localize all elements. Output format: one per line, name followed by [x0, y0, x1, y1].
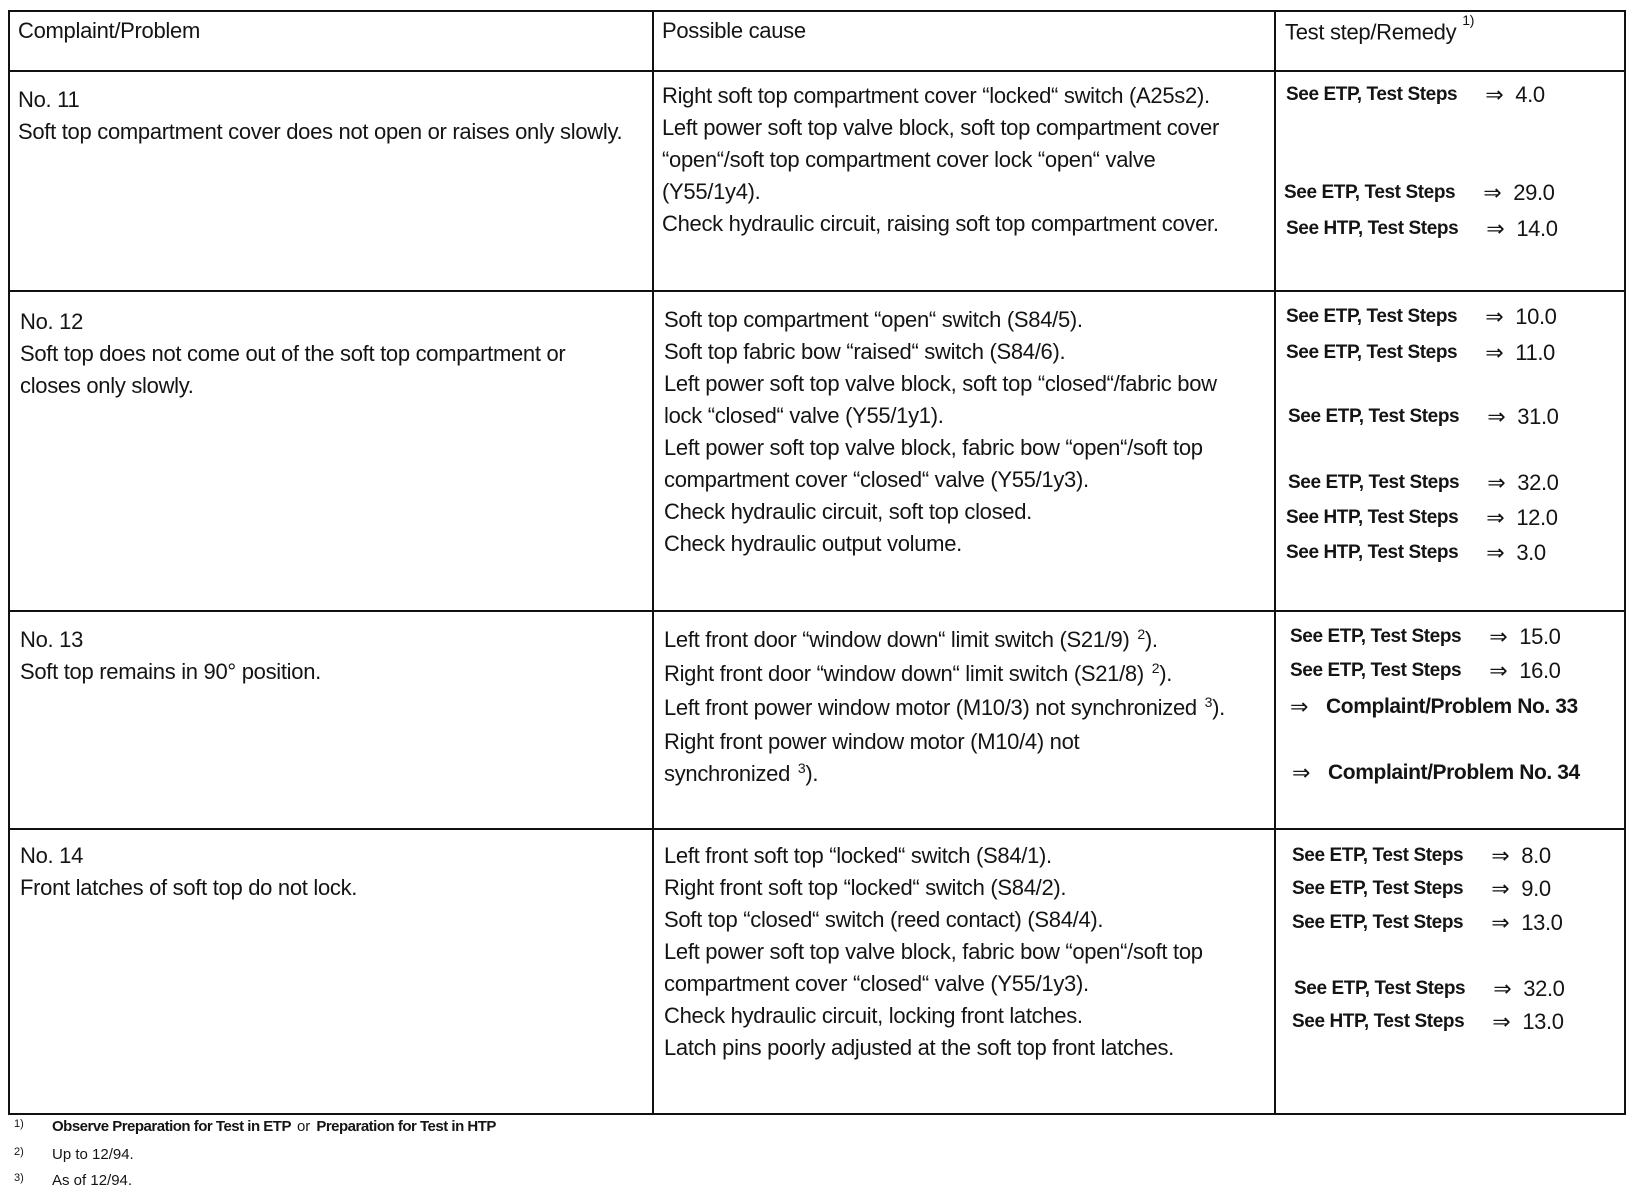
- remedy-entry: See ETP, Test Steps ⇒ 15.0: [1290, 624, 1561, 649]
- cause-line: Latch pins poorly adjusted at the soft top front latches.: [664, 1035, 1174, 1060]
- arrow-icon: ⇒: [1290, 694, 1309, 719]
- footnote: 3) As of 12/94.: [14, 1172, 133, 1189]
- remedy-entry: See ETP, Test Steps ⇒ 4.0: [1286, 82, 1545, 107]
- remedy-entry: See ETP, Test Steps ⇒ 16.0: [1290, 658, 1561, 683]
- cause-line: Right front door “window down“ limit switch (S21/8) $^2$).: [664, 660, 1173, 686]
- cause-line: Left front power window motor (M10/3) not synchronized $^3$).: [664, 694, 1225, 720]
- arrow-icon: ⇒: [1292, 760, 1311, 785]
- cause-line: synchronized $^3$).: [664, 760, 819, 786]
- remedy-entry: See HTP, Test Steps ⇒ 13.0: [1292, 1009, 1564, 1034]
- cause-line: Check hydraulic output volume.: [664, 531, 962, 556]
- complaint-number: No. 11: [18, 87, 80, 112]
- cause-line: Left front door “window down“ limit switch (S21/9) $^2$).: [664, 626, 1158, 652]
- remedy-reference: ⇒ Complaint/Problem No. 34: [1292, 760, 1580, 785]
- header-complaint: Complaint/Problem: [18, 18, 200, 43]
- cause-line: lock “closed“ valve (Y55/1y1).: [664, 403, 944, 428]
- footnote-number: 1): [14, 1118, 24, 1130]
- arrow-icon: ⇒: [1489, 658, 1508, 683]
- arrow-icon: ⇒: [1485, 82, 1504, 107]
- table-top-border: [8, 10, 1626, 12]
- arrow-icon: ⇒: [1486, 216, 1505, 241]
- arrow-icon: ⇒: [1486, 540, 1505, 565]
- column-divider: [1274, 10, 1276, 1115]
- remedy-entry: See ETP, Test Steps ⇒ 32.0: [1294, 976, 1565, 1001]
- cause-cell: [664, 624, 1225, 792]
- arrow-icon: ⇒: [1483, 180, 1502, 205]
- remedy-entry: See HTP, Test Steps ⇒ 3.0: [1286, 540, 1546, 565]
- arrow-icon: ⇒: [1491, 843, 1510, 868]
- footnote-marker: 1): [1462, 12, 1475, 28]
- remedy-entry: See ETP, Test Steps ⇒ 31.0: [1288, 404, 1559, 429]
- complaint-description: Front latches of soft top do not lock.: [20, 875, 358, 900]
- remedy-entry: See ETP, Test Steps ⇒ 13.0: [1292, 910, 1563, 935]
- cause-line: Left power soft top valve block, soft top “closed“/fabric bow: [664, 371, 1217, 396]
- complaint-number: No. 13: [20, 627, 84, 652]
- arrow-icon: ⇒: [1491, 876, 1510, 901]
- remedy-entry: See ETP, Test Steps ⇒ 9.0: [1292, 876, 1551, 901]
- arrow-icon: ⇒: [1485, 304, 1504, 329]
- cause-cell: [662, 80, 1219, 240]
- remedy-entry: See ETP, Test Steps ⇒ 29.0: [1284, 180, 1555, 205]
- cause-line: Soft top “closed“ switch (reed contact) (S84/4).: [664, 907, 1104, 932]
- cause-cell: [664, 840, 1203, 1064]
- complaint-description: Soft top does not come out of the soft top compartment or closes only slowly.: [20, 341, 566, 398]
- complaint-description: Soft top remains in 90° position.: [20, 659, 321, 684]
- arrow-icon: ⇒: [1489, 624, 1508, 649]
- cause-line: Soft top fabric bow “raised“ switch (S84/6).: [664, 339, 1066, 364]
- arrow-icon: ⇒: [1487, 404, 1506, 429]
- arrow-icon: ⇒: [1487, 470, 1506, 495]
- remedy-entry: See ETP, Test Steps ⇒ 10.0: [1286, 304, 1557, 329]
- cause-line: Left power soft top valve block, fabric bow “open“/soft top: [664, 939, 1203, 964]
- remedy-entry: See ETP, Test Steps ⇒ 32.0: [1288, 470, 1559, 495]
- cause-line: Right front power window motor (M10/4) not: [664, 729, 1080, 754]
- cause-line: compartment cover “closed“ valve (Y55/1y3).: [664, 467, 1089, 492]
- cause-line: Check hydraulic circuit, raising soft top compartment cover.: [662, 211, 1219, 236]
- complaint-cell: [18, 84, 628, 148]
- cause-line: Right soft top compartment cover “locked“ switch (A25s2).: [662, 83, 1210, 108]
- arrow-icon: ⇒: [1492, 1009, 1511, 1034]
- remedy-entry: See ETP, Test Steps ⇒ 11.0: [1286, 340, 1555, 365]
- cause-line: compartment cover “closed“ valve (Y55/1y3).: [664, 971, 1089, 996]
- header-divider: [8, 70, 1626, 72]
- complaint-cell: [20, 840, 630, 904]
- footnote-number: 3): [14, 1172, 24, 1184]
- arrow-icon: ⇒: [1486, 505, 1505, 530]
- cause-line: Left front soft top “locked“ switch (S84/1).: [664, 843, 1052, 868]
- column-divider: [652, 10, 654, 1115]
- remedy-entry: See HTP, Test Steps ⇒ 12.0: [1286, 505, 1558, 530]
- footnote: 1) Observe Preparation for Test in ETP or Preparation for Test in HTP: [14, 1118, 496, 1135]
- cause-line: “open“/soft top compartment cover lock “open“ valve: [662, 147, 1156, 172]
- complaint-number: No. 14: [20, 843, 84, 868]
- remedy-entry: See ETP, Test Steps ⇒ 8.0: [1292, 843, 1551, 868]
- cause-line: Left power soft top valve block, soft top compartment cover: [662, 115, 1220, 140]
- header-remedy-label: Test step/Remedy: [1285, 19, 1457, 45]
- cause-line: Check hydraulic circuit, locking front latches.: [664, 1003, 1083, 1028]
- complaint-number: No. 12: [20, 309, 84, 334]
- cause-line: Right front soft top “locked“ switch (S84/2).: [664, 875, 1067, 900]
- header-remedy: [1285, 12, 1475, 45]
- row-divider: [8, 610, 1626, 612]
- cause-line: Soft top compartment “open“ switch (S84/5).: [664, 307, 1083, 332]
- remedy-reference: ⇒ Complaint/Problem No. 33: [1290, 694, 1578, 719]
- header-cause: Possible cause: [662, 18, 806, 43]
- footnote: 2) Up to 12/94.: [14, 1146, 134, 1163]
- arrow-icon: ⇒: [1485, 340, 1504, 365]
- complaint-cell: [20, 624, 630, 688]
- row-divider: [8, 290, 1626, 292]
- arrow-icon: ⇒: [1493, 976, 1512, 1001]
- complaint-cell: [20, 306, 630, 402]
- cause-line: Left power soft top valve block, fabric bow “open“/soft top: [664, 435, 1203, 460]
- complaint-description: Soft top compartment cover does not open or raises only slowly.: [18, 119, 623, 144]
- footnote-number: 2): [14, 1146, 24, 1158]
- cause-line: (Y55/1y4).: [662, 179, 761, 204]
- remedy-entry: See HTP, Test Steps ⇒ 14.0: [1286, 216, 1558, 241]
- cause-cell: [664, 304, 1217, 560]
- row-divider: [8, 828, 1626, 830]
- cause-line: Check hydraulic circuit, soft top closed.: [664, 499, 1032, 524]
- arrow-icon: ⇒: [1491, 910, 1510, 935]
